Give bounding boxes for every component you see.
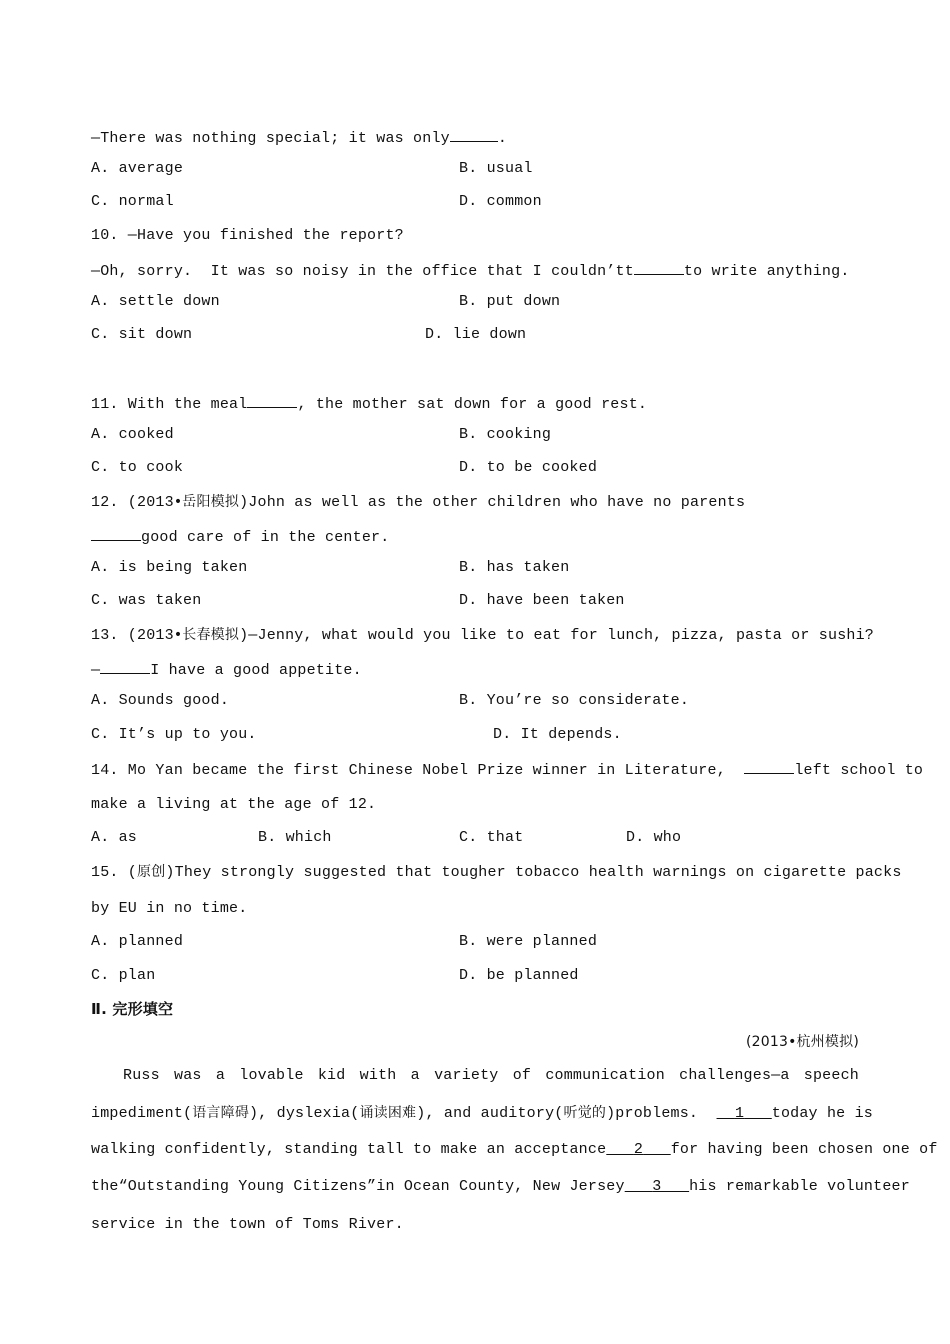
q11-option-c: C. to cook <box>91 459 184 476</box>
section-title: Ⅱ. 完形填空 <box>91 1000 174 1018</box>
q10-option-d: D. lie down <box>425 326 527 343</box>
q14-stem-end: left school to <box>794 762 924 779</box>
q12-blank <box>91 525 141 541</box>
q12-source: •岳阳模拟 <box>173 494 240 510</box>
passage-source: (2013•杭州模拟) <box>745 1034 859 1050</box>
q14-option-b: B. which <box>258 829 332 846</box>
q12-line2-end: good care of in the center. <box>141 529 390 546</box>
q12-option-b: B. has taken <box>459 559 570 576</box>
blank-3 <box>625 1178 689 1195</box>
p2c: ), dyslexia( <box>249 1105 360 1122</box>
q9-answer-end: . <box>497 130 508 147</box>
q15-option-b: B. were planned <box>459 933 598 950</box>
q15-option-a: A. planned <box>91 933 184 950</box>
q13-answer-line <box>91 658 362 681</box>
q9-option-a: A. average <box>91 160 184 177</box>
passage-line-2 <box>91 1103 873 1124</box>
p2e: ), and auditory( <box>416 1105 564 1122</box>
p2f: 听觉的 <box>563 1105 607 1121</box>
p2h: today he is <box>771 1105 873 1122</box>
q13-blank <box>100 658 150 674</box>
q11-stem-start: 11. With the meal <box>91 396 248 413</box>
q9-blank <box>450 126 498 142</box>
p2d: 诵读困难 <box>359 1105 417 1121</box>
q14-stem-start: 14. Mo Yan became the first Chinese Nobel Prize winner in Literature, <box>91 762 726 779</box>
q10-answer-end: to write anything. <box>683 263 850 280</box>
q10-option-c: C. sit down <box>91 326 193 343</box>
q10-blank <box>634 259 684 275</box>
q15-source: 原创 <box>137 864 166 880</box>
q12-prefix: 12. (2013 <box>91 494 174 511</box>
q9-option-c: C. normal <box>91 193 174 210</box>
q9-answer-text: —There was nothing special; it was only <box>91 130 450 147</box>
q9-answer-line <box>91 126 507 149</box>
q13-answer-start: — <box>91 662 101 679</box>
q11-option-b: B. cooking <box>459 426 552 443</box>
q12-stem <box>91 492 745 513</box>
blank-2 <box>606 1141 670 1158</box>
q9-option-d: D. common <box>459 193 542 210</box>
q15-option-c: C. plan <box>91 967 156 984</box>
q13-stem-rest: )—Jenny, what would you like to eat for lunch, pizza, pasta or sushi? <box>239 627 874 644</box>
q15-prefix: 15. ( <box>91 864 138 881</box>
q14-blank <box>744 758 794 774</box>
p4b: his remarkable volunteer <box>689 1178 910 1195</box>
q15-stem <box>91 862 902 883</box>
q11-option-a: A. cooked <box>91 426 174 443</box>
q12-option-d: D. have been taken <box>459 592 625 609</box>
q14-line2: make a living at the age of 12. <box>91 796 377 813</box>
p2g: )problems. <box>606 1105 699 1122</box>
blank-2-number: 2 <box>633 1141 644 1158</box>
q10-answer-start: —Oh, sorry. It was so noisy in the office that I couldn’t <box>91 263 625 280</box>
q12-line2 <box>91 525 389 548</box>
blank-1 <box>717 1105 772 1122</box>
q11-stem-end: , the mother sat down for a good rest. <box>297 396 648 413</box>
q13-option-d: D. It depends. <box>493 726 622 743</box>
p2a: impediment( <box>91 1105 193 1122</box>
q12-option-a: A. is being taken <box>91 559 248 576</box>
q10-stem: 10. —Have you finished the report? <box>91 227 404 244</box>
q14-option-d: D. who <box>626 829 682 846</box>
q11-option-d: D. to be cooked <box>459 459 598 476</box>
q12-option-c: C. was taken <box>91 592 202 609</box>
q10-option-a: A. settle down <box>91 293 220 310</box>
q13-option-b: B. You’re so considerate. <box>459 692 690 709</box>
p3b: for having been chosen one of <box>670 1141 938 1158</box>
q14-option-c: C. that <box>459 829 524 846</box>
q10-answer-line: —Oh, sorry. It was so noisy in the office that I couldn’t t to write anything. <box>91 259 850 282</box>
q13-answer-end: I have a good appetite. <box>150 662 362 679</box>
passage-line-1: Russ was a lovable kid with a variety of communication challenges—a speech <box>123 1067 859 1084</box>
q15-line2: by EU in no time. <box>91 900 248 917</box>
q14-option-a: A. as <box>91 829 138 846</box>
passage-line-5: service in the town of Toms River. <box>91 1216 404 1233</box>
q12-stem-rest: )John as well as the other children who have no parents <box>239 494 746 511</box>
p2b: 语言障碍 <box>192 1105 250 1121</box>
q9-option-b: B. usual <box>459 160 533 177</box>
q15-stem-rest: )They strongly suggested that tougher tobacco health warnings on cigarette packs <box>165 864 902 881</box>
blank-1-number: 1 <box>734 1105 745 1122</box>
q13-source: •长春模拟 <box>173 627 240 643</box>
q14-stem <box>91 758 924 781</box>
q13-option-c: C. It’s up to you. <box>91 726 257 743</box>
p4a: the“Outstanding Young Citizens”in Ocean County, New Jersey <box>91 1178 625 1195</box>
passage-line-4 <box>91 1177 910 1197</box>
q13-prefix: 13. (2013 <box>91 627 174 644</box>
passage-line-3 <box>91 1140 938 1160</box>
q11-stem <box>91 392 647 415</box>
q11-blank <box>247 392 297 408</box>
q10-option-b: B. put down <box>459 293 561 310</box>
q13-option-a: A. Sounds good. <box>91 692 230 709</box>
q15-option-d: D. be planned <box>459 967 579 984</box>
blank-3-number: 3 <box>652 1178 662 1195</box>
q13-stem <box>91 625 874 646</box>
p3a: walking confidently, standing tall to make an acceptance <box>91 1141 607 1158</box>
